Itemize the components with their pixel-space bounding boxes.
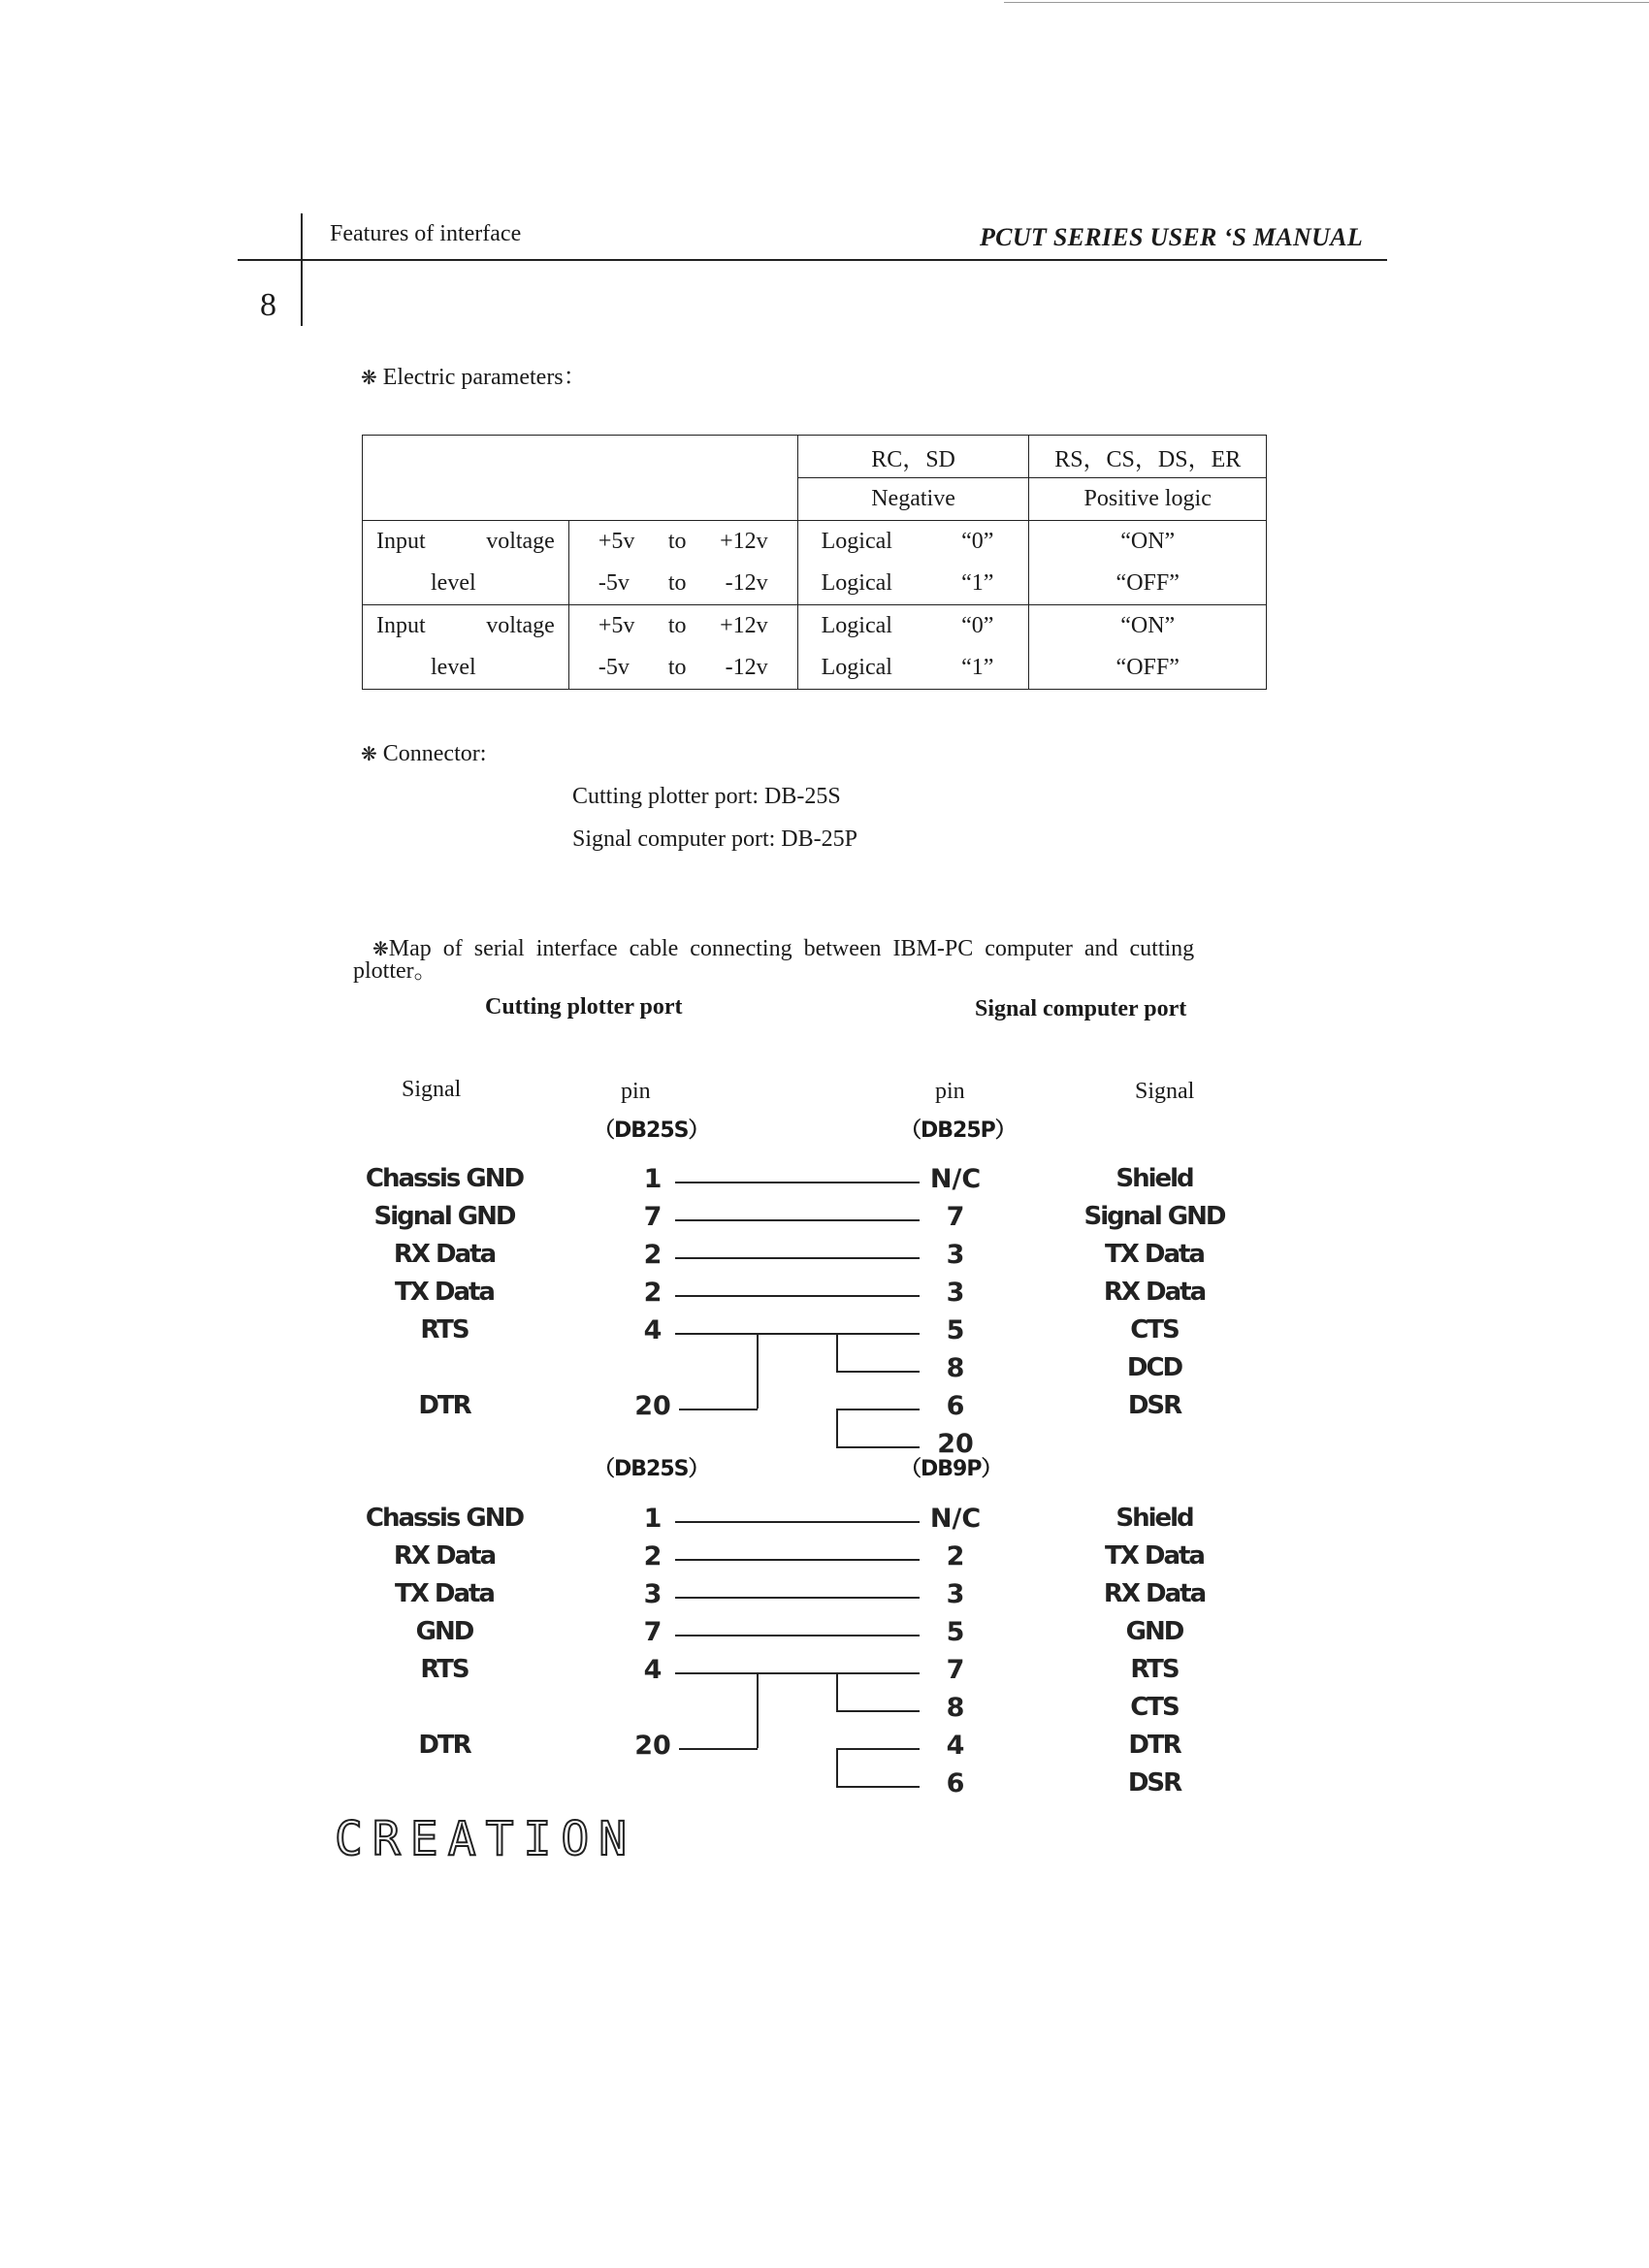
right-pin-number: 4: [946, 1731, 965, 1761]
asterisk-marker-icon: ❋: [372, 937, 389, 960]
page-number: 8: [260, 287, 276, 323]
col1-sub: Negative: [797, 478, 1029, 521]
left-connector-label: （DB25S）: [594, 1118, 709, 1143]
map-heading: ❋Map of serial interface cable connecting between IBM-PC computer and cutting: [372, 936, 1195, 961]
left-pin-number: 4: [643, 1655, 663, 1685]
col-signal-right: Signal: [1135, 1079, 1195, 1104]
range-cell: -5v to -12v: [568, 563, 797, 605]
creation-logo: CREATION: [335, 1812, 637, 1866]
header-vertical-rule: [301, 213, 303, 326]
left-pin-number: 20: [634, 1731, 671, 1761]
right-pin-number: N/C: [929, 1164, 982, 1194]
right-pin-number: 5: [946, 1617, 965, 1647]
left-signal-label: RTS: [420, 1655, 469, 1684]
wire-line: [836, 1409, 838, 1446]
left-pin-number: 2: [643, 1278, 663, 1308]
wire-line: [675, 1333, 920, 1335]
col1-title: RC，SD: [797, 436, 1029, 478]
right-pin-number: 8: [946, 1693, 965, 1723]
left-pin-number: 7: [643, 1617, 663, 1647]
wire-line: [836, 1786, 920, 1788]
right-signal-label: Signal GND: [1083, 1202, 1225, 1231]
range-cell: +5v to +12v: [568, 605, 797, 648]
right-signal-label: RTS: [1130, 1655, 1179, 1684]
wire-line: [679, 1409, 758, 1410]
wire-line: [675, 1295, 920, 1297]
logic-cell: Logical “1”: [797, 563, 1029, 605]
right-pin-number: 7: [946, 1655, 965, 1685]
scan-top-rule: [1004, 2, 1649, 3]
right-pin-number: 5: [946, 1315, 965, 1345]
right-signal-label: DSR: [1127, 1768, 1181, 1798]
wire-line: [675, 1635, 920, 1636]
wire-line: [836, 1672, 838, 1710]
right-signal-label: TX Data: [1105, 1240, 1204, 1269]
left-signal-label: DTR: [418, 1731, 470, 1760]
wire-line: [675, 1559, 920, 1561]
right-port-title: Signal computer port: [975, 996, 1187, 1021]
right-signal-label: DTR: [1128, 1731, 1180, 1760]
left-pin-number: 4: [643, 1315, 663, 1345]
left-pin-number: 7: [643, 1202, 663, 1232]
right-signal-label: DSR: [1127, 1391, 1181, 1420]
wire-line: [836, 1371, 920, 1373]
state-cell: “OFF”: [1029, 563, 1267, 605]
table-row-label: Input voltage: [363, 521, 569, 564]
right-pin-number: 2: [946, 1541, 965, 1571]
right-pin-number: 6: [946, 1768, 965, 1798]
section-title: Features of interface: [330, 221, 522, 246]
left-pin-number: 2: [643, 1240, 663, 1270]
manual-title: PCUT SERIES USER ‘S MANUAL: [980, 223, 1364, 251]
logic-cell: Logical “1”: [797, 647, 1029, 690]
left-port-title: Cutting plotter port: [485, 994, 683, 1020]
state-cell: “OFF”: [1029, 647, 1267, 690]
connector-plotter-port: Cutting plotter port: DB-25S: [572, 784, 841, 809]
left-signal-label: TX Data: [395, 1278, 494, 1307]
wire-line: [675, 1182, 920, 1183]
range-cell: +5v to +12v: [568, 521, 797, 564]
wire-line: [836, 1748, 838, 1786]
right-pin-number: 7: [946, 1202, 965, 1232]
asterisk-marker-icon: ❋: [361, 366, 377, 389]
right-signal-label: RX Data: [1103, 1579, 1206, 1608]
wire-line: [836, 1748, 920, 1750]
col-pin-left: pin: [621, 1079, 651, 1104]
wire-line: [675, 1521, 920, 1523]
right-signal-label: TX Data: [1105, 1541, 1204, 1571]
left-signal-label: TX Data: [395, 1579, 494, 1608]
right-signal-label: CTS: [1130, 1693, 1179, 1722]
wire-line: [679, 1748, 758, 1750]
right-signal-label: RX Data: [1103, 1278, 1206, 1307]
right-signal-label: Shield: [1116, 1164, 1193, 1193]
wire-line: [675, 1257, 920, 1259]
right-pin-number: 6: [946, 1391, 965, 1421]
left-signal-label: Chassis GND: [365, 1504, 524, 1533]
col2-sub: Positive logic: [1029, 478, 1267, 521]
table-row-label: level: [363, 563, 569, 605]
left-pin-number: 2: [643, 1541, 663, 1571]
right-pin-number: 3: [946, 1278, 965, 1308]
right-signal-label: CTS: [1130, 1315, 1179, 1345]
wire-line: [757, 1333, 759, 1409]
right-pin-number: N/C: [929, 1504, 982, 1534]
electric-heading: ❋ Electric parameters：: [361, 365, 587, 390]
state-cell: “ON”: [1029, 605, 1267, 648]
logic-cell: Logical “0”: [797, 605, 1029, 648]
range-cell: -5v to -12v: [568, 647, 797, 690]
wire-line: [836, 1446, 920, 1448]
col2-title: RS，CS，DS，ER: [1029, 436, 1267, 478]
right-signal-label: GND: [1125, 1617, 1183, 1646]
left-signal-label: RX Data: [393, 1240, 496, 1269]
right-signal-label: DCD: [1126, 1353, 1182, 1382]
map-heading-continuation: plotter。: [353, 958, 437, 984]
header-horizontal-rule: [238, 259, 1387, 261]
right-connector-label: （DB9P）: [900, 1457, 1002, 1481]
right-signal-label: Shield: [1116, 1504, 1193, 1533]
wire-line: [836, 1409, 920, 1410]
left-signal-label: RX Data: [393, 1541, 496, 1571]
right-connector-label: （DB25P）: [900, 1118, 1016, 1143]
left-signal-label: Chassis GND: [365, 1164, 524, 1193]
right-pin-number: 20: [937, 1429, 974, 1459]
asterisk-marker-icon: ❋: [361, 742, 377, 765]
left-signal-label: RTS: [420, 1315, 469, 1345]
left-signal-label: GND: [415, 1617, 473, 1646]
logic-cell: Logical “0”: [797, 521, 1029, 564]
right-pin-number: 3: [946, 1240, 965, 1270]
wire-line: [757, 1672, 759, 1748]
table-row-label: Input voltage: [363, 605, 569, 648]
table-row-label: level: [363, 647, 569, 690]
left-connector-label: （DB25S）: [594, 1457, 709, 1481]
connector-heading: ❋ Connector:: [361, 741, 487, 766]
wire-line: [836, 1710, 920, 1712]
left-pin-number: 3: [643, 1579, 663, 1609]
left-pin-number: 20: [634, 1391, 671, 1421]
left-pin-number: 1: [643, 1164, 663, 1194]
connector-computer-port: Signal computer port: DB-25P: [572, 826, 857, 852]
right-pin-number: 8: [946, 1353, 965, 1383]
left-signal-label: Signal GND: [373, 1202, 515, 1231]
left-signal-label: DTR: [418, 1391, 470, 1420]
wire-line: [675, 1672, 920, 1674]
wire-line: [675, 1597, 920, 1599]
col-pin-right: pin: [935, 1079, 965, 1104]
electric-parameters-table: [362, 435, 1267, 690]
wire-line: [675, 1219, 920, 1221]
wire-line: [836, 1333, 838, 1371]
state-cell: “ON”: [1029, 521, 1267, 564]
right-pin-number: 3: [946, 1579, 965, 1609]
table-empty-corner: [363, 436, 798, 521]
col-signal-left: Signal: [402, 1077, 462, 1102]
left-pin-number: 1: [643, 1504, 663, 1534]
